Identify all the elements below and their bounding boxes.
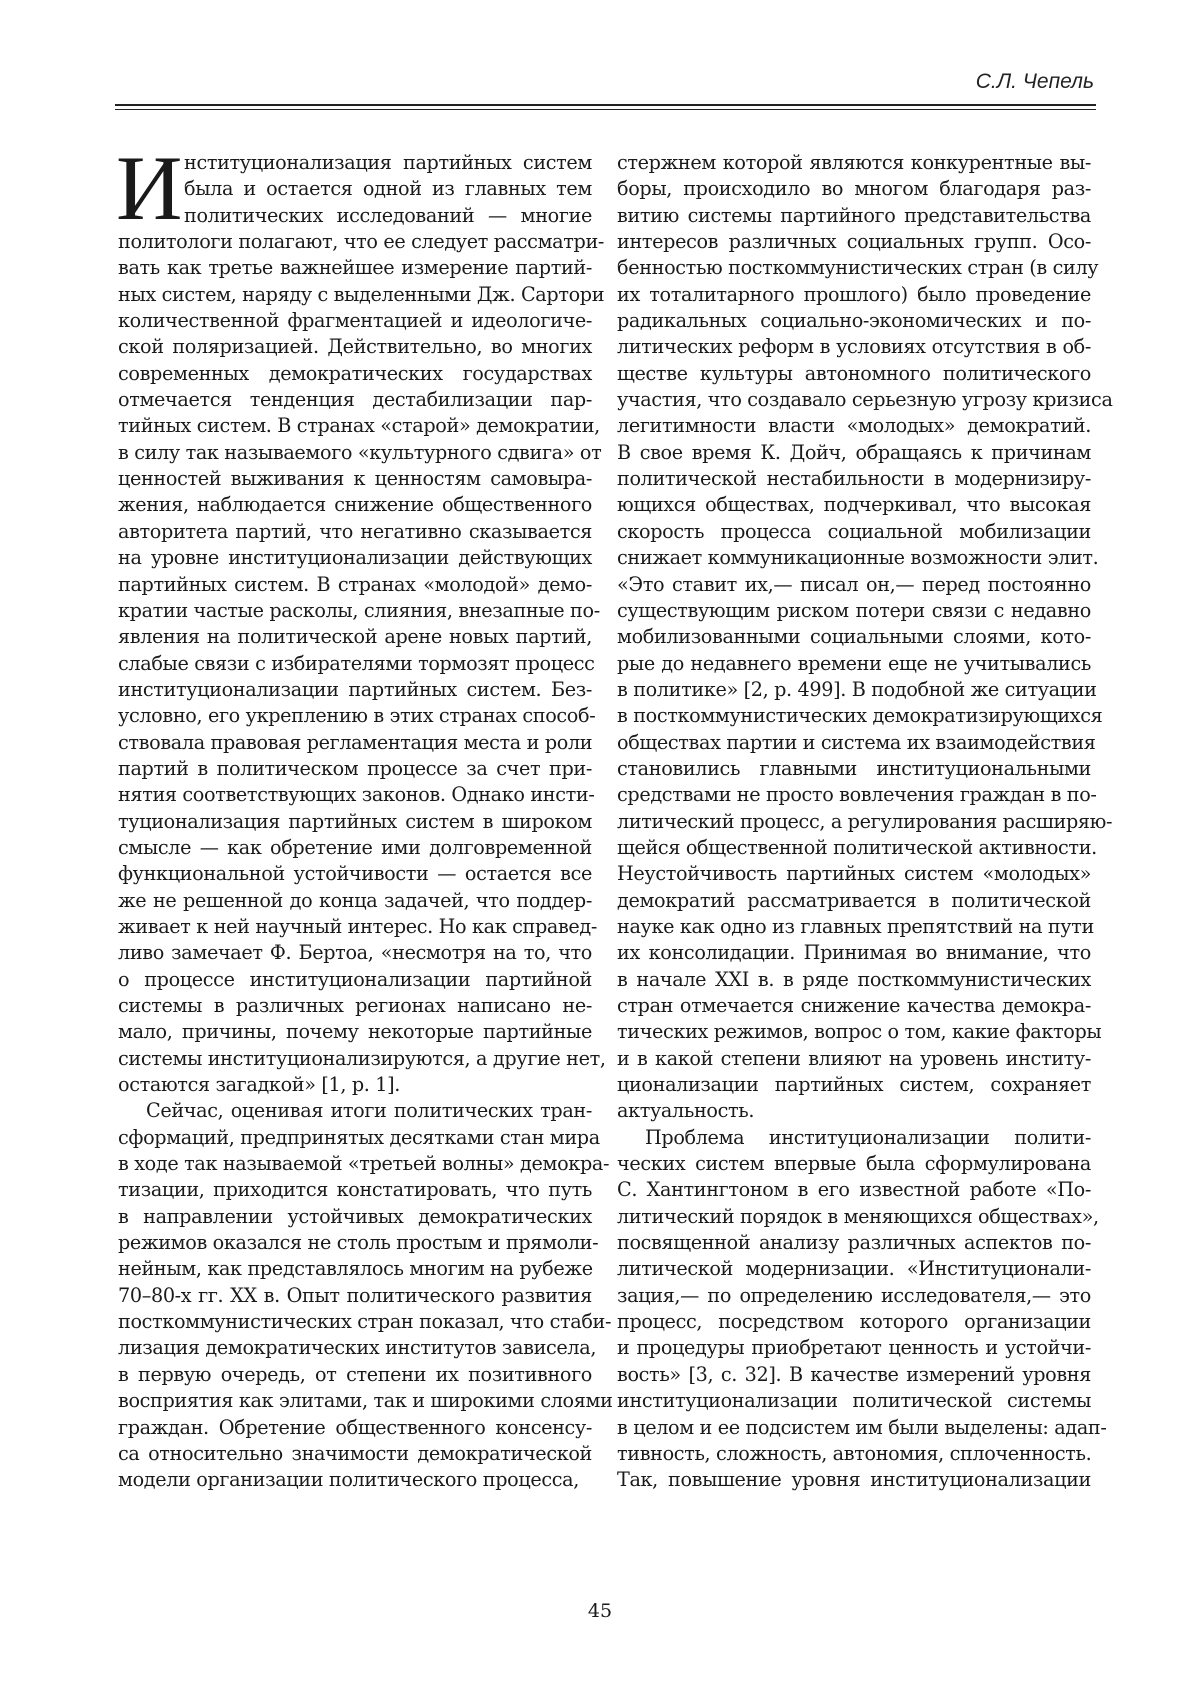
text-line: «Это ставит их,— писал он,— перед постоянно <box>617 572 1091 596</box>
text-line: в целом и ее подсистем им были выделены: адап- <box>617 1415 1107 1439</box>
text-line: снижает коммуникационные возможности элит. <box>617 546 1099 570</box>
text-line: системы институционализируются, а другие нет, <box>118 1046 606 1070</box>
text-line: В свое время К. Дойч, обращаясь к причинам <box>617 440 1091 464</box>
text-line: и в какой степени влияют на уровень институ- <box>617 1046 1091 1070</box>
text-line: вать как третье важнейшее измерение партий- <box>118 256 592 280</box>
right-column <box>617 150 1113 1494</box>
text-line: ствовала правовая регламентация места и роли <box>118 730 593 754</box>
text-line: щейся общественной политической активности. <box>617 835 1097 859</box>
text-line: в начале XXI в. в ряде посткоммунистических <box>617 967 1091 991</box>
text-line: ществе культуры автономного политического <box>617 361 1091 385</box>
text-line: авторитета партий, что негативно сказывается <box>118 519 592 543</box>
text-line: граждан. Обретение общественного консенсу- <box>118 1415 592 1439</box>
text-line: демократий рассматривается в политической <box>617 888 1091 912</box>
text-line: зация,— по определению исследователя,— это <box>617 1283 1091 1307</box>
text-line: сформаций, предпринятых десятками стан мира <box>118 1125 600 1149</box>
text-line: участия, что создавало серьезную угрозу кризиса <box>617 388 1113 412</box>
text-line: модели организации политического процесса, <box>118 1468 579 1492</box>
text-line: существующим риском потери связи с недавно <box>617 598 1091 622</box>
text-line: вость» [3, с. 32]. В качестве измерений уровня <box>617 1362 1091 1386</box>
text-line: нятия соответствующих законов. Однако инсти- <box>118 783 595 807</box>
text-line: восприятия как элитами, так и широкими слоями <box>118 1389 613 1413</box>
text-line: ческих систем впервые была сформулирована <box>617 1152 1091 1176</box>
text-line: тических режимов, вопрос о том, какие факторы <box>617 1020 1102 1044</box>
text-line: системы в различных регионах написано не- <box>118 994 592 1017</box>
text-line: Неустойчивость партийных систем «молодых» <box>617 862 1091 886</box>
text-line: литической модернизации. «Институционали- <box>617 1257 1091 1281</box>
text-line: функциональной устойчивости — остается все <box>118 862 592 886</box>
text-line: жения, наблюдается снижение общественного <box>118 493 592 517</box>
text-line: количественной фрагментацией и идеологиче- <box>118 309 592 333</box>
text-line: на уровне институционализации действующих <box>118 546 592 570</box>
text-line: средствами не просто вовлечения граждан в по- <box>617 783 1097 807</box>
text-line: институционализации партийных систем. Без- <box>118 677 592 701</box>
text-line: партий в политическом процессе за счет при- <box>118 756 592 780</box>
header-rule-thin <box>115 109 1096 110</box>
text-line: стержнем которой являются конкурентные вы- <box>617 151 1091 174</box>
text-line: политической нестабильности в модернизиру- <box>617 467 1091 491</box>
text-line: са относительно значимости демократической <box>118 1441 592 1465</box>
text-line: рые до недавнего времени еще не учитывались <box>617 651 1091 675</box>
text-line: боры, происходило во многом благодаря раз- <box>617 177 1091 201</box>
text-line: же не решенной до конца задачей, что поддер- <box>118 888 592 912</box>
text-line: партийных систем. В странах «молодой» демо- <box>118 572 592 596</box>
text-line: в направлении устойчивых демократических <box>118 1204 592 1228</box>
text-line: была и остается одной из главных тем <box>184 177 592 201</box>
opening-paragraph <box>116 137 592 239</box>
text-line: живает к ней научный интерес. Но как справед- <box>118 914 598 938</box>
text-line: их консолидации. Принимая во внимание, что <box>617 941 1091 965</box>
text-line: стран отмечается снижение качества демокра- <box>617 994 1091 1017</box>
text-line: витию системы партийного представительства <box>617 203 1091 227</box>
text-line: туционализация партийных систем в широком <box>118 809 592 833</box>
text-line: их тоталитарного прошлого) было проведение <box>617 282 1091 306</box>
text-line: ливо замечает Ф. Бертоа, «несмотря на то, что <box>118 941 592 965</box>
text-line: бенностью посткоммунистических стран (в силу <box>617 256 1099 280</box>
text-line: о процессе институционализации партийной <box>118 967 592 991</box>
header-rule-thick <box>115 104 1096 106</box>
text-line: Проблема институционализации полити- <box>645 1125 1091 1149</box>
text-line: интересов различных социальных групп. Осо- <box>617 230 1091 254</box>
text-line: скорость процесса социальной мобилизации <box>617 519 1091 543</box>
left-column <box>116 137 613 1494</box>
text-line: смысле — как обретение ими долговременной <box>118 835 592 859</box>
text-line: ской поляризацией. Действительно, во многих <box>118 335 592 359</box>
text-line: отмечается тенденция дестабилизации пар- <box>118 388 592 412</box>
text-line: современных демократических государствах <box>118 361 592 385</box>
text-line: в политике» [2, p. 499]. В подобной же ситуации <box>617 677 1097 701</box>
text-line: Так, повышение уровня институционализации <box>617 1468 1091 1492</box>
text-line: тийных систем. В странах «старой» демократии, <box>118 414 600 438</box>
text-line: литический порядок в меняющихся обществах», <box>617 1204 1099 1228</box>
text-line: мало, причины, почему некоторые партийные <box>118 1020 592 1044</box>
text-line: условно, его укреплению в этих странах способ- <box>118 704 596 728</box>
text-line: ющихся обществах, подчеркивал, что высокая <box>617 493 1091 517</box>
text-line: легитимности власти «молодых» демократий. <box>617 414 1091 438</box>
text-line: политологи полагают, что ее следует рассматри- <box>118 230 605 254</box>
text-line: политических исследований — многие <box>184 203 592 227</box>
text-line: и процедуры приобретают ценность и устойчи- <box>617 1336 1091 1360</box>
text-line: тивность, сложность, автономия, сплоченность. <box>617 1441 1092 1465</box>
text-line: тизации, приходится констатировать, что путь <box>118 1178 592 1202</box>
text-line: науке как одно из главных препятствий на пути <box>617 914 1094 938</box>
drop-cap: И <box>116 137 183 239</box>
text-line: литических реформ в условиях отсутствия в об- <box>617 335 1091 359</box>
text-line: С. Хантингтоном в его известной работе «По- <box>617 1178 1091 1202</box>
text-line: посткоммунистических стран показал, что стаби- <box>118 1310 612 1334</box>
text-line: кратии частые расколы, слияния, внезапные по- <box>118 598 600 622</box>
text-line: процесс, посредством которого организации <box>617 1310 1091 1334</box>
text-line: институционализации политической системы <box>617 1389 1091 1413</box>
text-line: нституционализация партийных систем <box>184 151 592 174</box>
text-line: в ходе так называемой «третьей волны» демокра- <box>118 1152 610 1176</box>
text-line: нейным, как представлялось многим на рубеже <box>118 1257 593 1281</box>
text-line: посвященной анализу различных аспектов по- <box>617 1231 1091 1255</box>
running-header-author: С.Л. Чепель <box>975 70 1094 93</box>
text-line: литический процесс, а регулирования расширяю- <box>617 809 1113 833</box>
text-line: Сейчас, оценивая итоги политических тран- <box>146 1099 592 1123</box>
text-line: режимов оказался не столь простым и прямоли- <box>118 1231 599 1255</box>
text-line: лизация демократических институтов зависела, <box>118 1336 597 1360</box>
text-line: слабые связи с избирателями тормозят процесс <box>118 651 595 675</box>
text-line: в силу так называемого «культурного сдвига» от <box>118 440 602 464</box>
text-line: явления на политической арене новых партий, <box>118 625 592 649</box>
text-line: радикальных социально-экономических и по- <box>617 309 1091 333</box>
text-line: 70–80-х гг. XX в. Опыт политического развития <box>118 1283 592 1307</box>
text-line: актуальность. <box>617 1099 755 1123</box>
text-line: мобилизованными социальными слоями, кото- <box>617 625 1091 649</box>
text-line: в первую очередь, от степени их позитивного <box>118 1362 592 1386</box>
text-line: в посткоммунистических демократизирующихся <box>617 704 1103 728</box>
text-line: ционализации партийных систем, сохраняет <box>617 1073 1091 1097</box>
text-line: становились главными институциональными <box>617 756 1091 780</box>
text-line: ных систем, наряду с выделенными Дж. Сартори <box>118 282 605 306</box>
page-number: 45 <box>587 1600 613 1622</box>
text-line: остаются загадкой» [1, p. 1]. <box>118 1073 401 1097</box>
text-line: ценностей выживания к ценностям самовыра- <box>118 467 592 491</box>
text-line: обществах партии и система их взаимодействия <box>617 730 1096 754</box>
